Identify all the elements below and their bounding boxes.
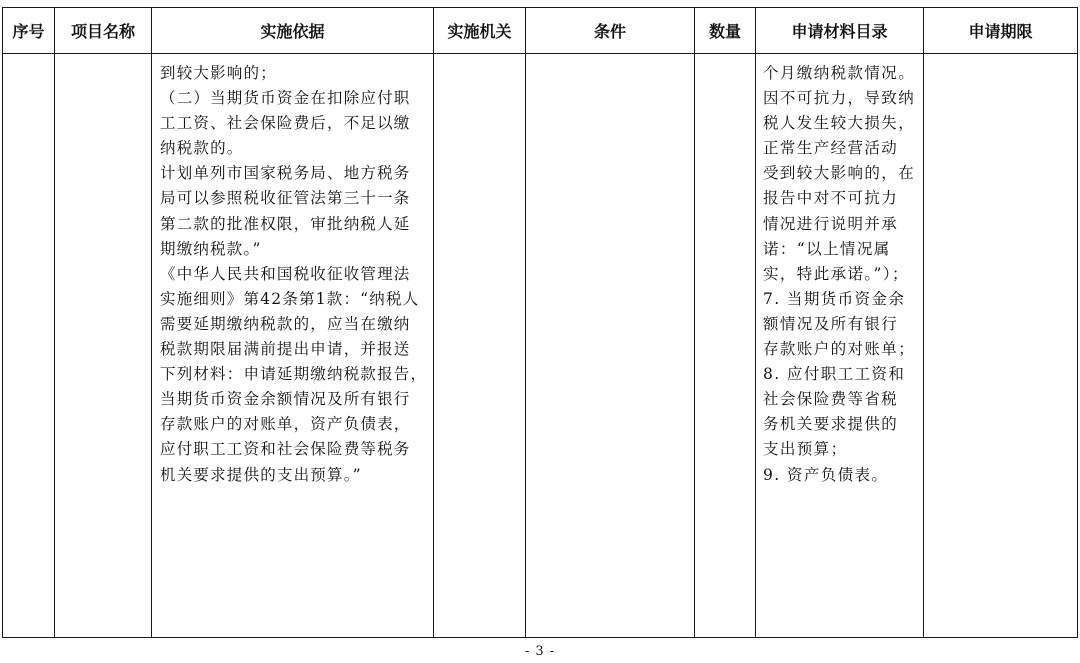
requirements-table — [2, 7, 1078, 638]
text-line: （二）当期货币资金在扣除应付职 — [160, 89, 411, 108]
text-line: 当期货币资金余额情况及所有银行 — [160, 390, 411, 409]
table-row — [3, 54, 1078, 638]
header-authority: 实施机关 — [434, 8, 526, 54]
text-line: 到较大影响的； — [160, 64, 277, 82]
cell-conditions — [526, 54, 695, 638]
text-line: 因不可抗力，导致纳 — [763, 89, 916, 108]
text-line: 机关要求提供的支出预算。” — [160, 465, 362, 484]
text-line: 应付职工工资和社会保险费等税务 — [160, 440, 411, 459]
text-line: 情况进行说明并承 — [763, 214, 899, 233]
header-row — [3, 8, 1078, 54]
cell-materials — [756, 54, 924, 638]
text-line: 计划单列市国家税务局、地方税务 — [160, 164, 411, 183]
text-line: 实施细则》第42条第1款：“纳税人 — [160, 289, 420, 308]
text-line: 局可以参照税收征管法第三十一条 — [160, 189, 411, 208]
text-line: 第二款的批准权限，审批纳税人延 — [160, 214, 411, 233]
text-line: 存款账户的对账单，资产负债表， — [160, 415, 411, 434]
text-line: 纳税款的。 — [160, 139, 244, 158]
text-line: 工工资、社会保险费后，不足以缴 — [160, 114, 411, 133]
header-conditions: 条件 — [526, 8, 695, 54]
cell-authority — [434, 54, 526, 638]
text-line: 7. 当期货币资金余 — [763, 289, 906, 308]
text-line: 诺：“以上情况属 — [763, 239, 891, 258]
header-quantity: 数量 — [695, 8, 756, 54]
text-line: 8. 应付职工工资和 — [763, 365, 906, 384]
text-line: 需要延期缴纳税款的，应当在缴纳 — [160, 314, 411, 333]
text-line: 《中华人民共和国税收征收管理法 — [160, 264, 411, 283]
text-line: 下列材料：申请延期缴纳税款报告， — [160, 365, 428, 384]
cell-seq — [3, 54, 55, 638]
text-line: 额情况及所有银行 — [763, 314, 899, 333]
header-seq: 序号 — [3, 8, 55, 54]
text-line: 务机关要求提供的 — [763, 415, 899, 434]
text-line: 实，特此承诺。”）； — [763, 264, 909, 283]
text-line: 期缴纳税款。” — [160, 239, 262, 258]
header-period: 申请期限 — [924, 8, 1078, 54]
text-line: 税人发生较大损失， — [763, 114, 916, 133]
text-line: 9. 资产负债表。 — [763, 465, 889, 484]
text-line: 税款期限届满前提出申请，并报送 — [160, 340, 411, 359]
page-number: - 3 - — [524, 644, 556, 659]
header-basis: 实施依据 — [152, 8, 434, 54]
cell-item-name — [55, 54, 152, 638]
text-line: 支出预算； — [763, 440, 848, 459]
text-line: 存款账户的对账单； — [763, 340, 916, 359]
cell-period — [924, 54, 1078, 638]
text-line: 社会保险费等省税 — [763, 390, 899, 409]
cell-basis — [152, 54, 434, 638]
header-materials: 申请材料目录 — [756, 8, 924, 54]
materials-text — [756, 54, 923, 488]
text-line: 正常生产经营活动 — [763, 139, 899, 158]
header-item-name: 项目名称 — [55, 8, 152, 54]
text-line: 报告中对不可抗力 — [763, 189, 899, 208]
text-line: 受到较大影响的，在 — [763, 164, 916, 183]
basis-text — [152, 54, 433, 488]
text-line: 个月缴纳税款情况。 — [763, 64, 916, 82]
cell-quantity — [695, 54, 756, 638]
